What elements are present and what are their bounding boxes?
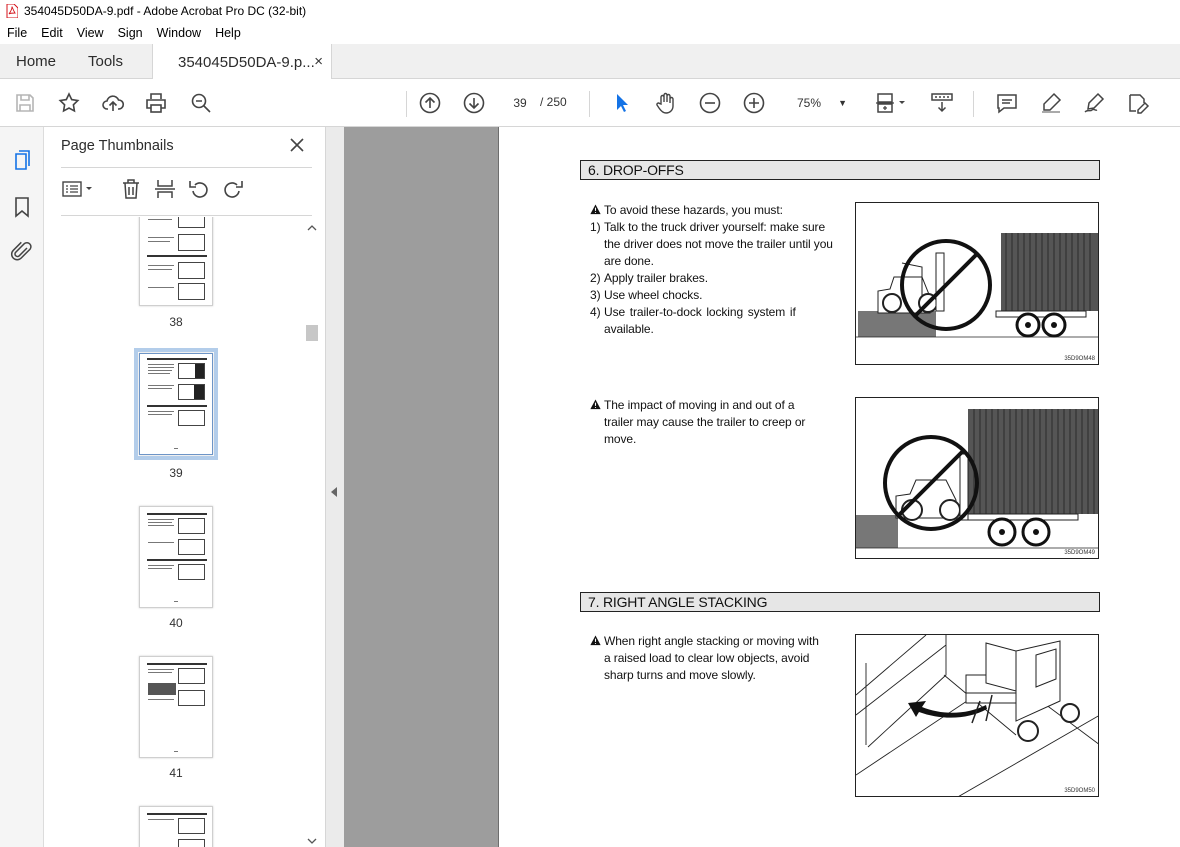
menu-window[interactable]: Window <box>156 26 202 40</box>
fill-sign-icon[interactable] <box>1082 91 1106 115</box>
divider <box>61 215 312 216</box>
previous-page-icon[interactable] <box>418 91 442 115</box>
page-number-input[interactable]: 39 <box>505 89 535 115</box>
save-icon[interactable] <box>13 91 37 115</box>
scroll-down-icon[interactable] <box>304 835 320 847</box>
menu-help[interactable]: Help <box>215 26 241 40</box>
acrobat-pdf-icon <box>6 4 18 18</box>
hand-tool-icon[interactable] <box>654 91 678 115</box>
thumbnail-label: 38 <box>169 315 183 329</box>
zoom-in-icon[interactable] <box>742 91 766 115</box>
menu-edit[interactable]: Edit <box>41 26 63 40</box>
section-heading: 7. RIGHT ANGLE STACKING <box>580 592 1100 612</box>
pdf-page <box>498 127 1180 847</box>
thumbnail-list <box>45 217 307 847</box>
upload-cloud-icon[interactable] <box>101 91 125 115</box>
figure-trailer-creep <box>855 397 1099 559</box>
main-toolbar <box>0 79 1180 127</box>
page-thumbnail-38[interactable] <box>139 217 213 306</box>
warning-icon <box>590 635 601 646</box>
toolbar-separator <box>973 91 974 117</box>
menu-view[interactable]: View <box>76 26 104 40</box>
page-thumbnail-39[interactable] <box>139 353 213 455</box>
bookmark-icon[interactable] <box>10 195 34 219</box>
menu-sign[interactable]: Sign <box>117 26 143 40</box>
scroll-up-icon[interactable] <box>304 222 320 234</box>
figure-code: 35D9OM48 <box>1064 356 1095 362</box>
tab-bar <box>0 44 1180 79</box>
page-thumbnail-41[interactable] <box>139 656 213 758</box>
right-angle-warning: When right angle stacking or moving with a raised load to clear low objects, avoid sharp turns and move slowly. <box>590 633 825 684</box>
toolbar-separator <box>589 91 590 117</box>
tab-tools[interactable]: Tools <box>88 53 124 70</box>
warning-icon <box>590 204 601 215</box>
select-cursor-icon[interactable] <box>609 91 633 115</box>
close-icon[interactable] <box>288 136 306 154</box>
tab-home[interactable]: Home <box>16 53 57 70</box>
figure-trailer-drop-off <box>855 202 1099 365</box>
page-thumbnail-40[interactable] <box>139 506 213 608</box>
highlight-pen-icon[interactable] <box>1039 91 1063 115</box>
scrollbar-thumb[interactable] <box>306 325 318 341</box>
rotate-right-icon[interactable] <box>221 177 245 201</box>
figure-code: 35D9OM49 <box>1064 550 1095 556</box>
close-tab-icon[interactable]: × <box>314 53 323 70</box>
thumbnail-label: 40 <box>169 616 183 630</box>
extract-page-icon[interactable] <box>153 177 177 201</box>
bookmark-star-icon[interactable] <box>57 91 81 115</box>
chevron-down-icon: ▼ <box>838 98 847 108</box>
comment-icon[interactable] <box>995 91 1019 115</box>
collapse-arrow-icon[interactable] <box>331 487 337 497</box>
page-total: / 250 <box>540 95 567 109</box>
trailer-creep-warning: The impact of moving in and out of a trailer may cause the trailer to creep or move. <box>590 397 825 448</box>
options-menu-icon[interactable] <box>61 177 97 201</box>
warning-icon <box>590 399 601 410</box>
page-fit-icon[interactable] <box>874 91 910 115</box>
thumbnail-label: 41 <box>169 766 183 780</box>
menu-file[interactable]: File <box>7 26 28 40</box>
thumbnails-panel <box>45 127 325 847</box>
tab-document-label: 354045D50DA-9.p... <box>178 53 315 71</box>
page-thumbnails-icon[interactable] <box>10 148 34 172</box>
left-rail <box>0 127 44 847</box>
title-bar <box>0 0 1180 22</box>
section-heading: 6. DROP-OFFS <box>580 160 1100 180</box>
search-icon[interactable] <box>189 91 213 115</box>
figure-right-angle-stacking <box>855 634 1099 797</box>
document-canvas[interactable] <box>344 127 1180 847</box>
page-thumbnail-42[interactable] <box>139 806 213 847</box>
zoom-dropdown[interactable] <box>789 90 855 116</box>
zoom-out-icon[interactable] <box>698 91 722 115</box>
divider <box>61 167 312 168</box>
rotate-left-icon[interactable] <box>187 177 211 201</box>
thumbnail-scrollbar[interactable] <box>304 217 320 847</box>
scroll-mode-icon[interactable] <box>930 91 954 115</box>
canvas-background <box>344 127 498 847</box>
toolbar-separator <box>406 91 407 117</box>
menu-bar <box>0 22 1180 44</box>
window-title: 354045D50DA-9.pdf - Adobe Acrobat Pro DC (32-bit) <box>24 4 307 18</box>
thumbnail-label: 39 <box>169 466 183 480</box>
panel-title: Page Thumbnails <box>61 138 174 154</box>
panel-collapse-handle[interactable] <box>325 127 344 847</box>
figure-code: 35D9OM50 <box>1064 788 1095 794</box>
drop-off-instructions: To avoid these hazards, you must: 1) Talk to the truck driver yourself: make sure the driver does not move the trailer until you are done. 2) Apply trailer brakes. 3) Use wheel chocks. 4) Use trailer-to-dock locking system if available. <box>590 203 833 336</box>
attachment-icon[interactable] <box>10 240 34 264</box>
next-page-icon[interactable] <box>462 91 486 115</box>
delete-page-icon[interactable] <box>119 177 143 201</box>
edit-pdf-icon[interactable] <box>1126 91 1150 115</box>
zoom-value: 75% <box>797 96 822 110</box>
print-icon[interactable] <box>144 91 168 115</box>
tab-document[interactable] <box>152 44 332 80</box>
